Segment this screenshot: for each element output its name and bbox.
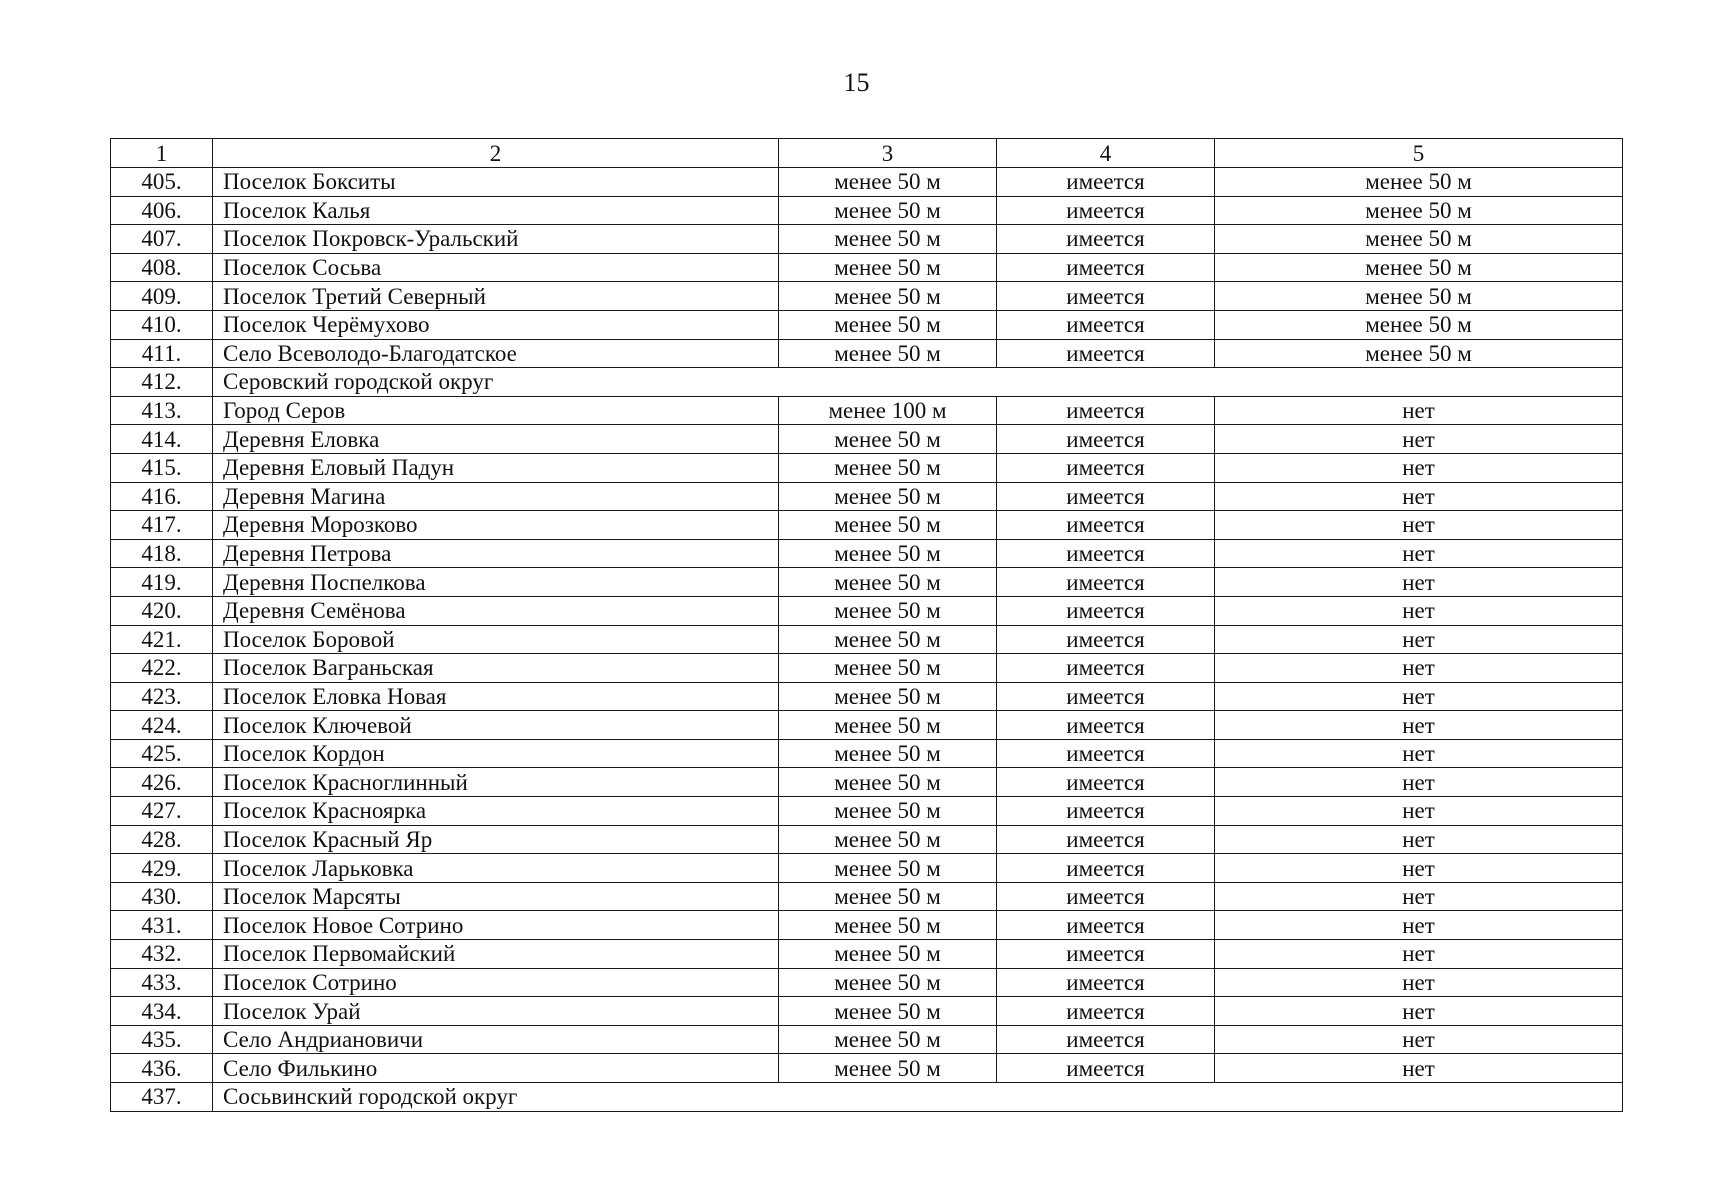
table-row	[111, 196, 1623, 225]
availability-cell: имеется	[997, 453, 1215, 482]
settlement-name-cell: Село Андриановичи	[213, 1025, 779, 1054]
column-5-cell: нет	[1215, 539, 1623, 568]
distance-cell: менее 50 м	[779, 654, 997, 683]
column-5-cell: менее 50 м	[1215, 339, 1623, 368]
settlement-name-cell: Поселок Урай	[213, 997, 779, 1026]
table-row	[111, 968, 1623, 997]
settlement-name-cell: Поселок Еловка Новая	[213, 682, 779, 711]
availability-cell: имеется	[997, 654, 1215, 683]
table-row	[111, 911, 1623, 940]
settlement-name-cell: Поселок Кордон	[213, 739, 779, 768]
row-number-cell: 428.	[111, 825, 213, 854]
row-number-cell: 431.	[111, 911, 213, 940]
availability-cell: имеется	[997, 253, 1215, 282]
table-header-row	[111, 139, 1623, 168]
column-5-cell: менее 50 м	[1215, 225, 1623, 254]
column-5-cell: менее 50 м	[1215, 168, 1623, 197]
availability-cell: имеется	[997, 882, 1215, 911]
row-number-cell: 435.	[111, 1025, 213, 1054]
distance-cell: менее 50 м	[779, 940, 997, 969]
column-5-cell: нет	[1215, 1054, 1623, 1083]
header-cell-1: 1	[111, 139, 213, 168]
availability-cell: имеется	[997, 1025, 1215, 1054]
availability-cell: имеется	[997, 625, 1215, 654]
distance-cell: менее 50 м	[779, 797, 997, 826]
table-row	[111, 482, 1623, 511]
availability-cell: имеется	[997, 1054, 1215, 1083]
distance-cell: менее 50 м	[779, 282, 997, 311]
table-body	[111, 168, 1623, 1112]
table-row	[111, 739, 1623, 768]
table-row	[111, 1054, 1623, 1083]
availability-cell: имеется	[997, 511, 1215, 540]
settlement-name-cell: Деревня Семёнова	[213, 596, 779, 625]
table-row	[111, 339, 1623, 368]
row-number-cell: 405.	[111, 168, 213, 197]
column-5-cell: нет	[1215, 511, 1623, 540]
availability-cell: имеется	[997, 425, 1215, 454]
table-row	[111, 654, 1623, 683]
table-row	[111, 396, 1623, 425]
settlement-name-cell: Поселок Ларьковка	[213, 854, 779, 883]
settlement-name-cell: Поселок Бокситы	[213, 168, 779, 197]
distance-cell: менее 50 м	[779, 339, 997, 368]
header-cell-5: 5	[1215, 139, 1623, 168]
table-row	[111, 539, 1623, 568]
table-row	[111, 797, 1623, 826]
distance-cell: менее 50 м	[779, 1025, 997, 1054]
row-number-cell: 411.	[111, 339, 213, 368]
column-5-cell: нет	[1215, 968, 1623, 997]
row-number-cell: 408.	[111, 253, 213, 282]
row-number-cell: 410.	[111, 310, 213, 339]
row-number-cell: 409.	[111, 282, 213, 311]
distance-cell: менее 50 м	[779, 768, 997, 797]
table-row	[111, 425, 1623, 454]
availability-cell: имеется	[997, 711, 1215, 740]
availability-cell: имеется	[997, 168, 1215, 197]
availability-cell: имеется	[997, 911, 1215, 940]
distance-cell: менее 100 м	[779, 396, 997, 425]
distance-cell: менее 50 м	[779, 196, 997, 225]
settlement-name-cell: Поселок Черёмухово	[213, 310, 779, 339]
distance-cell: менее 50 м	[779, 968, 997, 997]
row-number-cell: 414.	[111, 425, 213, 454]
settlement-name-cell: Деревня Еловый Падун	[213, 453, 779, 482]
availability-cell: имеется	[997, 310, 1215, 339]
column-5-cell: нет	[1215, 396, 1623, 425]
row-number-cell: 430.	[111, 882, 213, 911]
availability-cell: имеется	[997, 482, 1215, 511]
table-section-row	[111, 1083, 1623, 1112]
row-number-cell: 418.	[111, 539, 213, 568]
availability-cell: имеется	[997, 854, 1215, 883]
distance-cell: менее 50 м	[779, 482, 997, 511]
row-number-cell: 424.	[111, 711, 213, 740]
row-number-cell: 432.	[111, 940, 213, 969]
distance-cell: менее 50 м	[779, 854, 997, 883]
row-number-cell: 422.	[111, 654, 213, 683]
distance-cell: менее 50 м	[779, 453, 997, 482]
availability-cell: имеется	[997, 225, 1215, 254]
settlement-name-cell: Поселок Покровск-Уральский	[213, 225, 779, 254]
settlement-name-cell: Деревня Магина	[213, 482, 779, 511]
table-row	[111, 310, 1623, 339]
distance-cell: менее 50 м	[779, 568, 997, 597]
availability-cell: имеется	[997, 339, 1215, 368]
column-5-cell: нет	[1215, 797, 1623, 826]
header-cell-4: 4	[997, 139, 1215, 168]
row-number-cell: 416.	[111, 482, 213, 511]
settlements-table	[110, 138, 1623, 1112]
distance-cell: менее 50 м	[779, 1054, 997, 1083]
distance-cell: менее 50 м	[779, 511, 997, 540]
row-number-cell: 433.	[111, 968, 213, 997]
row-number-cell: 434.	[111, 997, 213, 1026]
settlement-name-cell: Поселок Ключевой	[213, 711, 779, 740]
table-row	[111, 625, 1623, 654]
table-row	[111, 882, 1623, 911]
row-number-cell: 427.	[111, 797, 213, 826]
column-5-cell: нет	[1215, 768, 1623, 797]
table-row	[111, 511, 1623, 540]
column-5-cell: нет	[1215, 453, 1623, 482]
settlement-name-cell: Поселок Боровой	[213, 625, 779, 654]
settlement-name-cell: Поселок Марсяты	[213, 882, 779, 911]
settlement-name-cell: Деревня Еловка	[213, 425, 779, 454]
availability-cell: имеется	[997, 997, 1215, 1026]
district-name-cell: Сосьвинский городской округ	[213, 1083, 1623, 1112]
table-row	[111, 825, 1623, 854]
table-row	[111, 711, 1623, 740]
table-row	[111, 940, 1623, 969]
distance-cell: менее 50 м	[779, 539, 997, 568]
row-number-cell: 429.	[111, 854, 213, 883]
settlement-name-cell: Поселок Сосьва	[213, 253, 779, 282]
row-number-cell: 421.	[111, 625, 213, 654]
distance-cell: менее 50 м	[779, 225, 997, 254]
settlement-name-cell: Поселок Калья	[213, 196, 779, 225]
distance-cell: менее 50 м	[779, 997, 997, 1026]
row-number-cell: 415.	[111, 453, 213, 482]
settlement-name-cell: Поселок Ваграньская	[213, 654, 779, 683]
column-5-cell: нет	[1215, 997, 1623, 1026]
row-number-cell: 425.	[111, 739, 213, 768]
settlement-name-cell: Деревня Поспелкова	[213, 568, 779, 597]
settlement-name-cell: Деревня Морозково	[213, 511, 779, 540]
row-number-cell: 419.	[111, 568, 213, 597]
column-5-cell: нет	[1215, 825, 1623, 854]
settlement-name-cell: Поселок Красный Яр	[213, 825, 779, 854]
column-5-cell: нет	[1215, 1025, 1623, 1054]
distance-cell: менее 50 м	[779, 625, 997, 654]
availability-cell: имеется	[997, 596, 1215, 625]
column-5-cell: нет	[1215, 911, 1623, 940]
column-5-cell: нет	[1215, 739, 1623, 768]
table-row	[111, 1025, 1623, 1054]
table-row	[111, 568, 1623, 597]
distance-cell: менее 50 м	[779, 739, 997, 768]
availability-cell: имеется	[997, 797, 1215, 826]
availability-cell: имеется	[997, 568, 1215, 597]
distance-cell: менее 50 м	[779, 425, 997, 454]
row-number-cell: 423.	[111, 682, 213, 711]
availability-cell: имеется	[997, 539, 1215, 568]
row-number-cell: 407.	[111, 225, 213, 254]
district-name-cell: Серовский городской округ	[213, 368, 1623, 397]
column-5-cell: нет	[1215, 654, 1623, 683]
column-5-cell: нет	[1215, 596, 1623, 625]
column-5-cell: нет	[1215, 625, 1623, 654]
settlement-name-cell: Село Филькино	[213, 1054, 779, 1083]
column-5-cell: менее 50 м	[1215, 196, 1623, 225]
distance-cell: менее 50 м	[779, 711, 997, 740]
row-number-cell: 420.	[111, 596, 213, 625]
settlement-name-cell: Село Всеволодо-Благодатское	[213, 339, 779, 368]
row-number-cell: 426.	[111, 768, 213, 797]
distance-cell: менее 50 м	[779, 825, 997, 854]
column-5-cell: нет	[1215, 482, 1623, 511]
row-number-cell: 436.	[111, 1054, 213, 1083]
header-cell-3: 3	[779, 139, 997, 168]
row-number-cell: 417.	[111, 511, 213, 540]
distance-cell: менее 50 м	[779, 253, 997, 282]
column-5-cell: нет	[1215, 854, 1623, 883]
settlement-name-cell: Город Серов	[213, 396, 779, 425]
column-5-cell: нет	[1215, 882, 1623, 911]
column-5-cell: нет	[1215, 425, 1623, 454]
availability-cell: имеется	[997, 196, 1215, 225]
distance-cell: менее 50 м	[779, 882, 997, 911]
table-row	[111, 854, 1623, 883]
column-5-cell: нет	[1215, 711, 1623, 740]
table-row	[111, 768, 1623, 797]
table-row	[111, 682, 1623, 711]
page-number: 15	[843, 68, 870, 97]
settlement-name-cell: Поселок Третий Северный	[213, 282, 779, 311]
distance-cell: менее 50 м	[779, 682, 997, 711]
table-section-row	[111, 368, 1623, 397]
column-5-cell: менее 50 м	[1215, 282, 1623, 311]
column-5-cell: менее 50 м	[1215, 310, 1623, 339]
table-row	[111, 225, 1623, 254]
row-number-cell: 412.	[111, 368, 213, 397]
availability-cell: имеется	[997, 682, 1215, 711]
distance-cell: менее 50 м	[779, 168, 997, 197]
table-row	[111, 253, 1623, 282]
settlement-name-cell: Деревня Петрова	[213, 539, 779, 568]
availability-cell: имеется	[997, 825, 1215, 854]
availability-cell: имеется	[997, 739, 1215, 768]
table-row	[111, 282, 1623, 311]
row-number-cell: 437.	[111, 1083, 213, 1112]
distance-cell: менее 50 м	[779, 596, 997, 625]
settlement-name-cell: Поселок Красноглинный	[213, 768, 779, 797]
availability-cell: имеется	[997, 396, 1215, 425]
table-row	[111, 997, 1623, 1026]
availability-cell: имеется	[997, 940, 1215, 969]
column-5-cell: нет	[1215, 940, 1623, 969]
availability-cell: имеется	[997, 282, 1215, 311]
header-cell-2: 2	[213, 139, 779, 168]
availability-cell: имеется	[997, 768, 1215, 797]
row-number-cell: 413.	[111, 396, 213, 425]
column-5-cell: менее 50 м	[1215, 253, 1623, 282]
settlement-name-cell: Поселок Первомайский	[213, 940, 779, 969]
table-row	[111, 168, 1623, 197]
table-row	[111, 596, 1623, 625]
availability-cell: имеется	[997, 968, 1215, 997]
settlement-name-cell: Поселок Сотрино	[213, 968, 779, 997]
table-row	[111, 453, 1623, 482]
settlement-name-cell: Поселок Новое Сотрино	[213, 911, 779, 940]
row-number-cell: 406.	[111, 196, 213, 225]
column-5-cell: нет	[1215, 682, 1623, 711]
distance-cell: менее 50 м	[779, 911, 997, 940]
distance-cell: менее 50 м	[779, 310, 997, 339]
column-5-cell: нет	[1215, 568, 1623, 597]
settlement-name-cell: Поселок Красноярка	[213, 797, 779, 826]
